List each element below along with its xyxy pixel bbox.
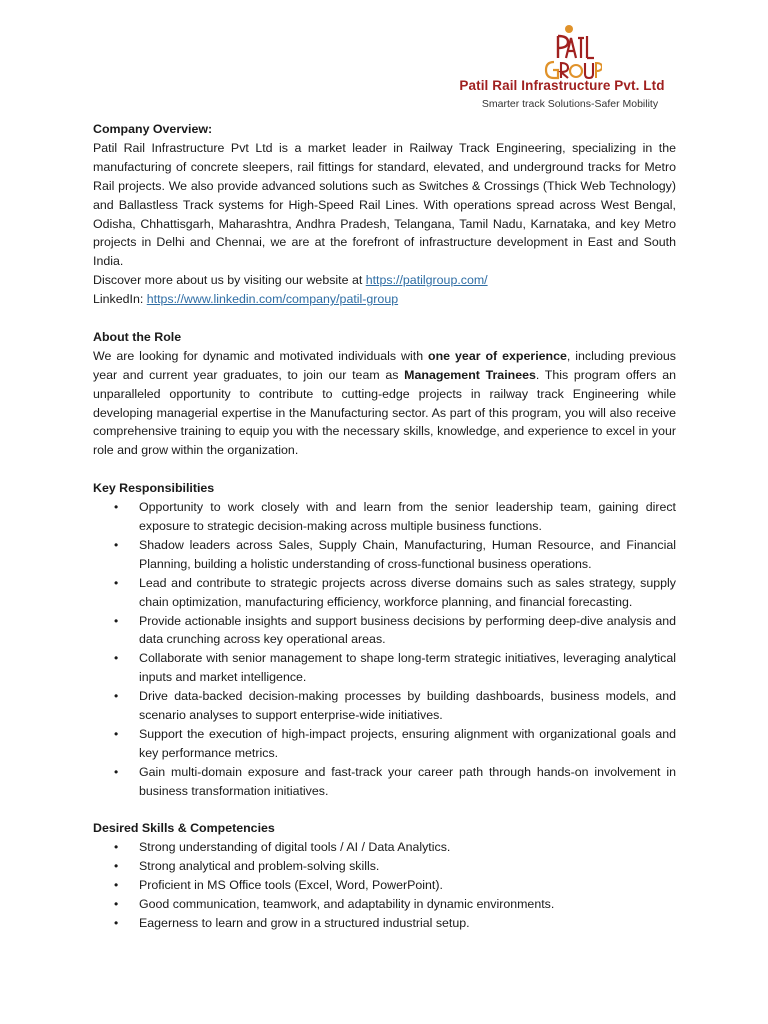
- list-item: [93, 649, 676, 687]
- bullet-icon: •: [114, 575, 119, 590]
- bullet-icon: •: [114, 897, 119, 912]
- list-item-text: Lead and contribute to strategic projects across diverse domains such as sales strategy, supply chain optimization, manufacturing efficiency, workforce planning, and financial forecasting.: [139, 575, 676, 609]
- list-item: [93, 498, 676, 536]
- list-item: [93, 857, 676, 876]
- role-text-3: . This program offers an unparalleled opportunity to contribute to cutting-edge projects in railway track Engineering while developing managerial expertise in the Manufacturing sector. As part of this program, you will also receive comprehensive training to equip you with the necessary skills, knowledge, and experience to excel in your role and grow within the organization.: [93, 367, 676, 458]
- list-item: [93, 725, 676, 763]
- list-item-text: Gain multi-domain exposure and fast-track your career path through hands-on involvement in business transformation initiatives.: [139, 764, 676, 798]
- company-name: Patil Rail Infrastructure Pvt. Ltd: [459, 78, 665, 93]
- bullet-icon: •: [114, 916, 119, 931]
- list-item-text: Drive data-backed decision-making processes by building dashboards, business models, and scenario analyses to support enterprise-wide initiatives.: [139, 689, 676, 723]
- experience-highlight: one year of experience: [428, 348, 567, 363]
- list-item-text: Good communication, teamwork, and adaptability in dynamic environments.: [139, 897, 555, 912]
- list-item-text: Collaborate with senior management to shape long-term strategic initiatives, leveraging analytical inputs and market intelligence.: [139, 651, 676, 685]
- list-item: [93, 838, 676, 857]
- bullet-icon: •: [114, 500, 119, 515]
- list-item: [93, 612, 676, 650]
- list-item: [93, 687, 676, 725]
- role-text-2: , including previous year and current year graduates, to join our team as: [93, 348, 676, 382]
- bullet-icon: •: [114, 840, 119, 855]
- bullet-icon: •: [114, 726, 119, 741]
- linkedin-link[interactable]: https://www.linkedin.com/company/patil-group: [146, 292, 399, 307]
- bullet-icon: •: [114, 613, 119, 628]
- patil-group-logo-icon: [536, 22, 602, 80]
- skills-list: [93, 838, 676, 933]
- website-prefix: Discover more about us by visiting our website at: [93, 273, 366, 288]
- list-item-text: Proficient in MS Office tools (Excel, Word, PowerPoint).: [139, 878, 443, 893]
- position-highlight: Management Trainees: [404, 367, 536, 382]
- letterhead: [444, 22, 676, 114]
- list-item-text: Shadow leaders across Sales, Supply Chain, Manufacturing, Human Resource, and Financial Planning, building a holistic understanding of cross-functional business operations.: [139, 537, 676, 571]
- overview-heading: Company Overview:: [93, 122, 213, 136]
- spacer: [93, 460, 676, 479]
- list-item: [93, 876, 676, 895]
- linkedin-prefix: LinkedIn:: [93, 292, 147, 307]
- document-body: [93, 120, 676, 933]
- spacer: [93, 309, 676, 328]
- list-item: [93, 895, 676, 914]
- role-paragraph: [93, 347, 676, 460]
- role-text-1: We are looking for dynamic and motivated individuals with: [93, 348, 429, 363]
- list-item: [93, 763, 676, 801]
- role-heading: About the Role: [93, 329, 182, 344]
- list-item: [93, 574, 676, 612]
- responsibilities-heading: Key Responsibilities: [93, 481, 215, 496]
- list-item-text: Provide actionable insights and support business decisions by performing deep-dive analysis and data crunching across key operational areas.: [139, 613, 676, 647]
- list-item-text: Strong understanding of digital tools / AI / Data Analytics.: [139, 840, 451, 855]
- list-item: [93, 914, 676, 933]
- spacer: [93, 801, 676, 820]
- bullet-icon: •: [114, 859, 119, 874]
- list-item-text: Strong analytical and problem-solving skills.: [139, 859, 380, 874]
- list-item-text: Eagerness to learn and grow in a structured industrial setup.: [139, 916, 470, 931]
- website-link[interactable]: https://patilgroup.com/: [365, 273, 488, 288]
- list-item-text: Opportunity to work closely with and learn from the senior leadership team, gaining direct exposure to strategic decision-making across multiple business functions.: [139, 500, 676, 533]
- list-item: [93, 536, 676, 574]
- company-tagline: Smarter track Solutions-Safer Mobility: [481, 98, 659, 110]
- bullet-icon: •: [114, 689, 119, 704]
- bullet-icon: •: [114, 764, 119, 779]
- responsibilities-list: [93, 498, 676, 801]
- website-line: [93, 271, 676, 290]
- bullet-icon: •: [114, 651, 119, 666]
- skills-heading: Desired Skills & Competencies: [93, 821, 275, 836]
- list-item-text: Support the execution of high-impact projects, ensuring alignment with organizational goals and key performance metrics.: [139, 726, 676, 760]
- overview-paragraph: Patil Rail Infrastructure Pvt Ltd is a market leader in Railway Track Engineering, specializing in the manufacturing of concrete sleepers, rail fittings for standard, elevated, and underground tracks for Metro Rail projects. We also provide advanced solutions such as Switches & Crossings (Thick Web Technology) and Ballastless Track systems for High-Speed Rail Lines. With operations spread across West Bengal, Odisha, Chhattisgarh, Maharashtra, Andhra Pradesh, Telangana, Tamil Nadu, Karnataka, and key Metro projects in Delhi and Chennai, we are at the forefront of infrastructure development in East and South India.: [93, 140, 676, 269]
- bullet-icon: •: [114, 878, 119, 893]
- bullet-icon: •: [114, 537, 119, 552]
- linkedin-line: [93, 290, 676, 309]
